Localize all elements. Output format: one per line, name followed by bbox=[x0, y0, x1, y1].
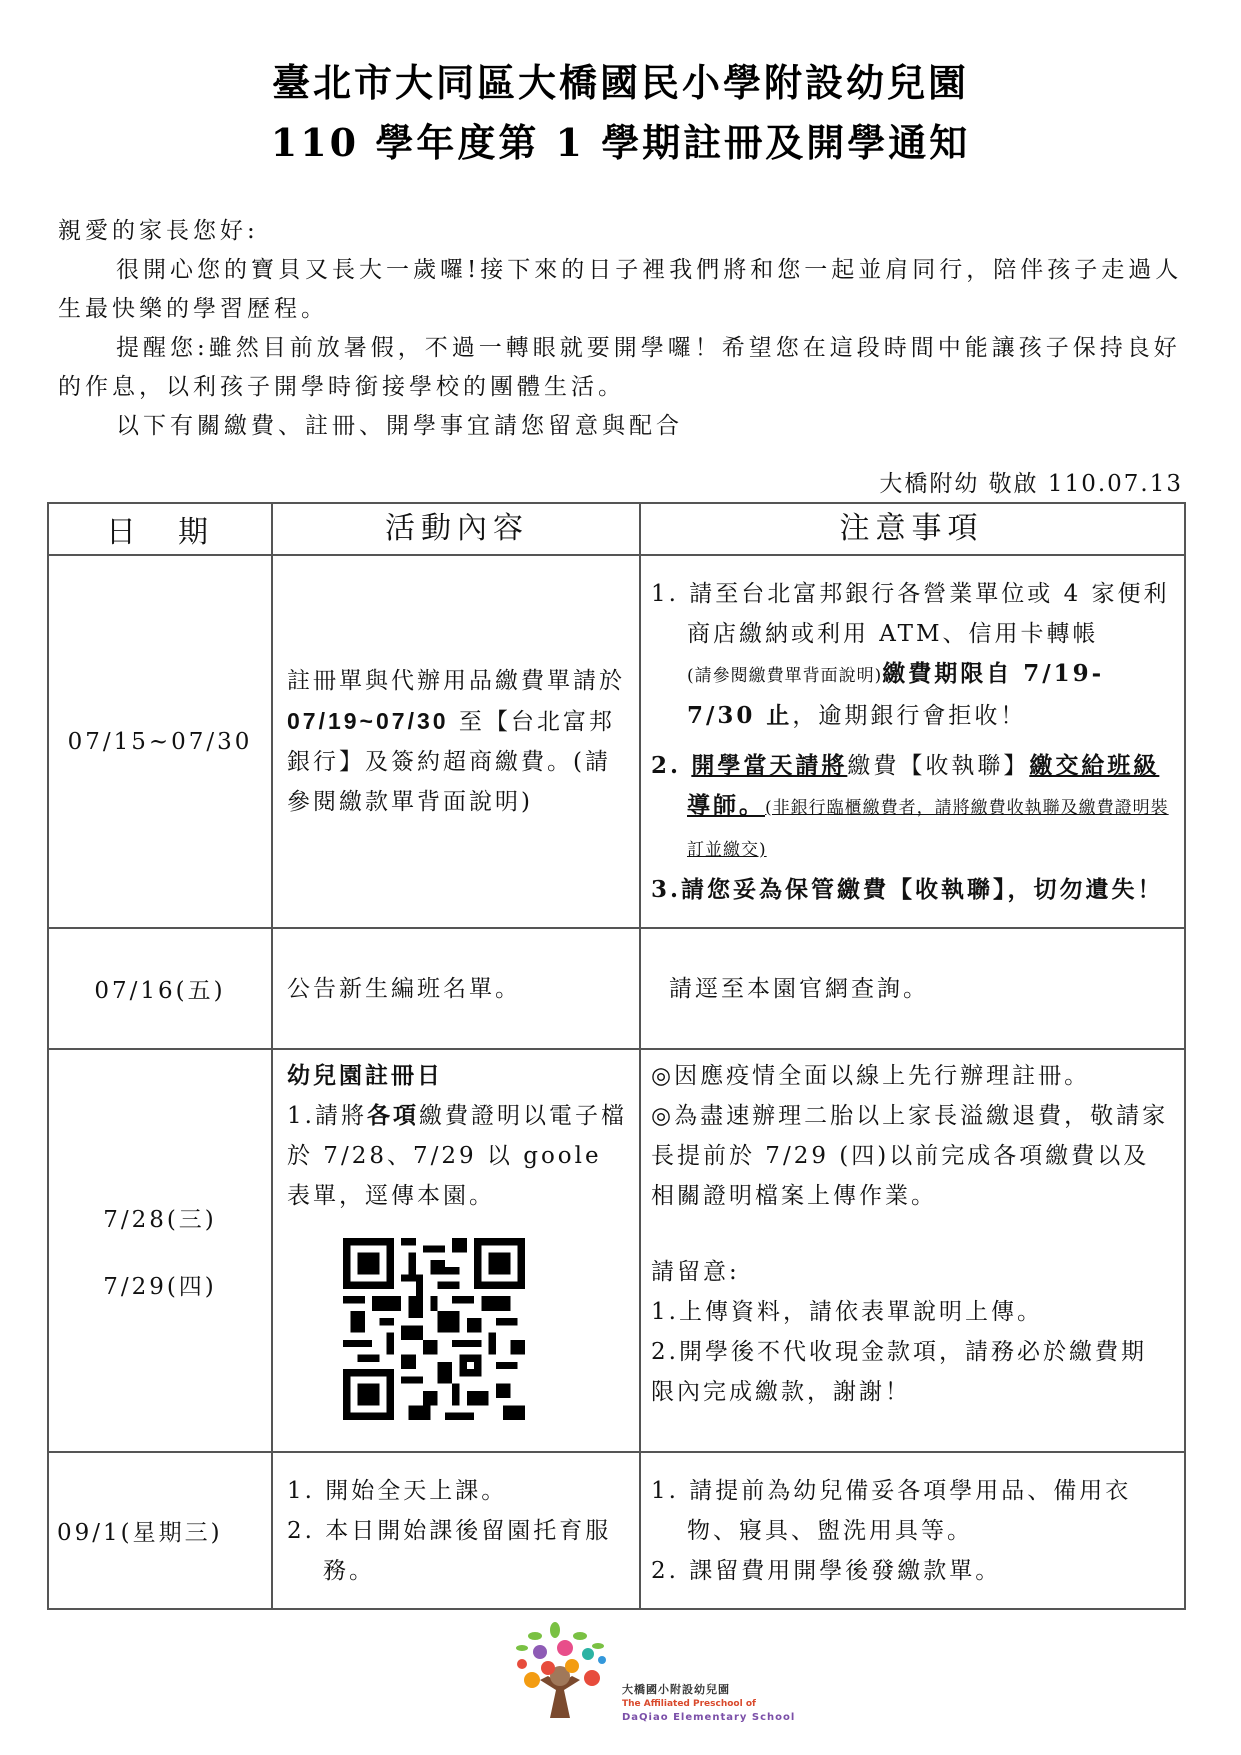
registration-day-heading: 幼兒園註冊日 bbox=[287, 1062, 443, 1089]
table-row bbox=[48, 555, 1185, 928]
schedule-table bbox=[47, 502, 1186, 1610]
header-activity: 活動內容 bbox=[272, 503, 640, 555]
row-activity: 公告新生編班名單。 bbox=[272, 928, 640, 1049]
table-row bbox=[48, 1452, 1185, 1609]
letter-paragraph-1: 很開心您的寶貝又長大一歲囉!接下來的日子裡我們將和您一起並肩同行，陪伴孩子走過人生最快樂的學習歷程。 bbox=[58, 257, 1183, 322]
signature: 大橋附幼 敬啟 110.07.13 bbox=[879, 471, 1183, 497]
header-date: 日 期 bbox=[48, 503, 272, 555]
row-notes: 請逕至本園官網查詢。 bbox=[640, 928, 1185, 1049]
letter-paragraph-2: 提醒您:雖然目前放暑假，不過一轉眼就要開學囉！希望您在這段時間中能讓孩子保持良好的作息，以利孩子開學時銜接學校的團體生活。 bbox=[58, 335, 1181, 400]
note-item-3: 3.請您妥為保管繳費【收執聯】，切勿遺失！ bbox=[651, 875, 1164, 903]
row-activity: 註冊單與代辦用品繳費單請於 07/19~07/30 至【台北富邦銀行】及簽約超商繳費。(請參閱繳款單背面說明) bbox=[272, 555, 640, 928]
row-activity: 幼兒園註冊日 1.請將各項繳費證明以電子檔於 7/28、7/29 以 goole 表單，逕傳本園。 bbox=[272, 1049, 640, 1452]
note-item-2: 2. 開學當天請將繳費【收執聯】繳交給班級導師。(非銀行臨櫃繳費者，請將繳費收執聯及繳費證明裝訂並繳交) bbox=[651, 751, 1169, 860]
page-subtitle: 110 學年度第 1 學期註冊及開學通知 bbox=[270, 120, 971, 165]
qr-code-icon[interactable] bbox=[343, 1238, 525, 1420]
row-date: 07/16(五) bbox=[48, 928, 272, 1049]
table-row bbox=[48, 928, 1185, 1049]
logo-text: 大橋國小附設幼兒園 The Affiliated Preschool of DaQiao Elementary School bbox=[622, 1683, 796, 1723]
note-item-1: 1. 請至台北富邦銀行各營業單位或 4 家便利商店繳納或利用 ATM、信用卡轉帳 (請參閱繳費單背面說明)繳費期限自 7/19-7/30 止，逾期銀行會拒收！ bbox=[651, 580, 1170, 729]
table-row bbox=[48, 1049, 1185, 1452]
row-date: 09/1(星期三) bbox=[48, 1452, 272, 1609]
header-notes: 注意事項 bbox=[640, 503, 1185, 555]
letter-paragraph-3: 以下有關繳費、註冊、開學事宜請您留意與配合 bbox=[116, 413, 683, 439]
letter-body bbox=[58, 212, 1183, 446]
greeting: 親愛的家長您好: bbox=[58, 218, 259, 244]
row-activity: 1. 開始全天上課。 2. 本日開始課後留園托育服務。 bbox=[272, 1452, 640, 1609]
table-header-row bbox=[48, 503, 1185, 555]
row-notes bbox=[640, 555, 1185, 928]
page-title: 臺北市大同區大橋國民小學附設幼兒園 bbox=[271, 60, 969, 105]
row-date: 07/15~07/30 bbox=[48, 555, 272, 928]
row-notes: ◎因應疫情全面以線上先行辦理註冊。 ◎為盡速辦理二胎以上家長溢繳退費，敬請家長提前於 7/29 (四)以前完成各項繳費以及相關證明檔案上傳作業。 請留意: 1.上傳資料，請依表單說明上傳。 2.開學後不代收現金款項，請務必於繳費期限內完成繳款，謝謝！ bbox=[640, 1049, 1185, 1452]
row-notes: 1. 請提前為幼兒備妥各項學用品、備用衣物、寢具、盥洗用具等。 2. 課留費用開學後發繳款單。 bbox=[640, 1452, 1185, 1609]
row-date: 7/28(三) 7/29(四) bbox=[48, 1049, 272, 1452]
